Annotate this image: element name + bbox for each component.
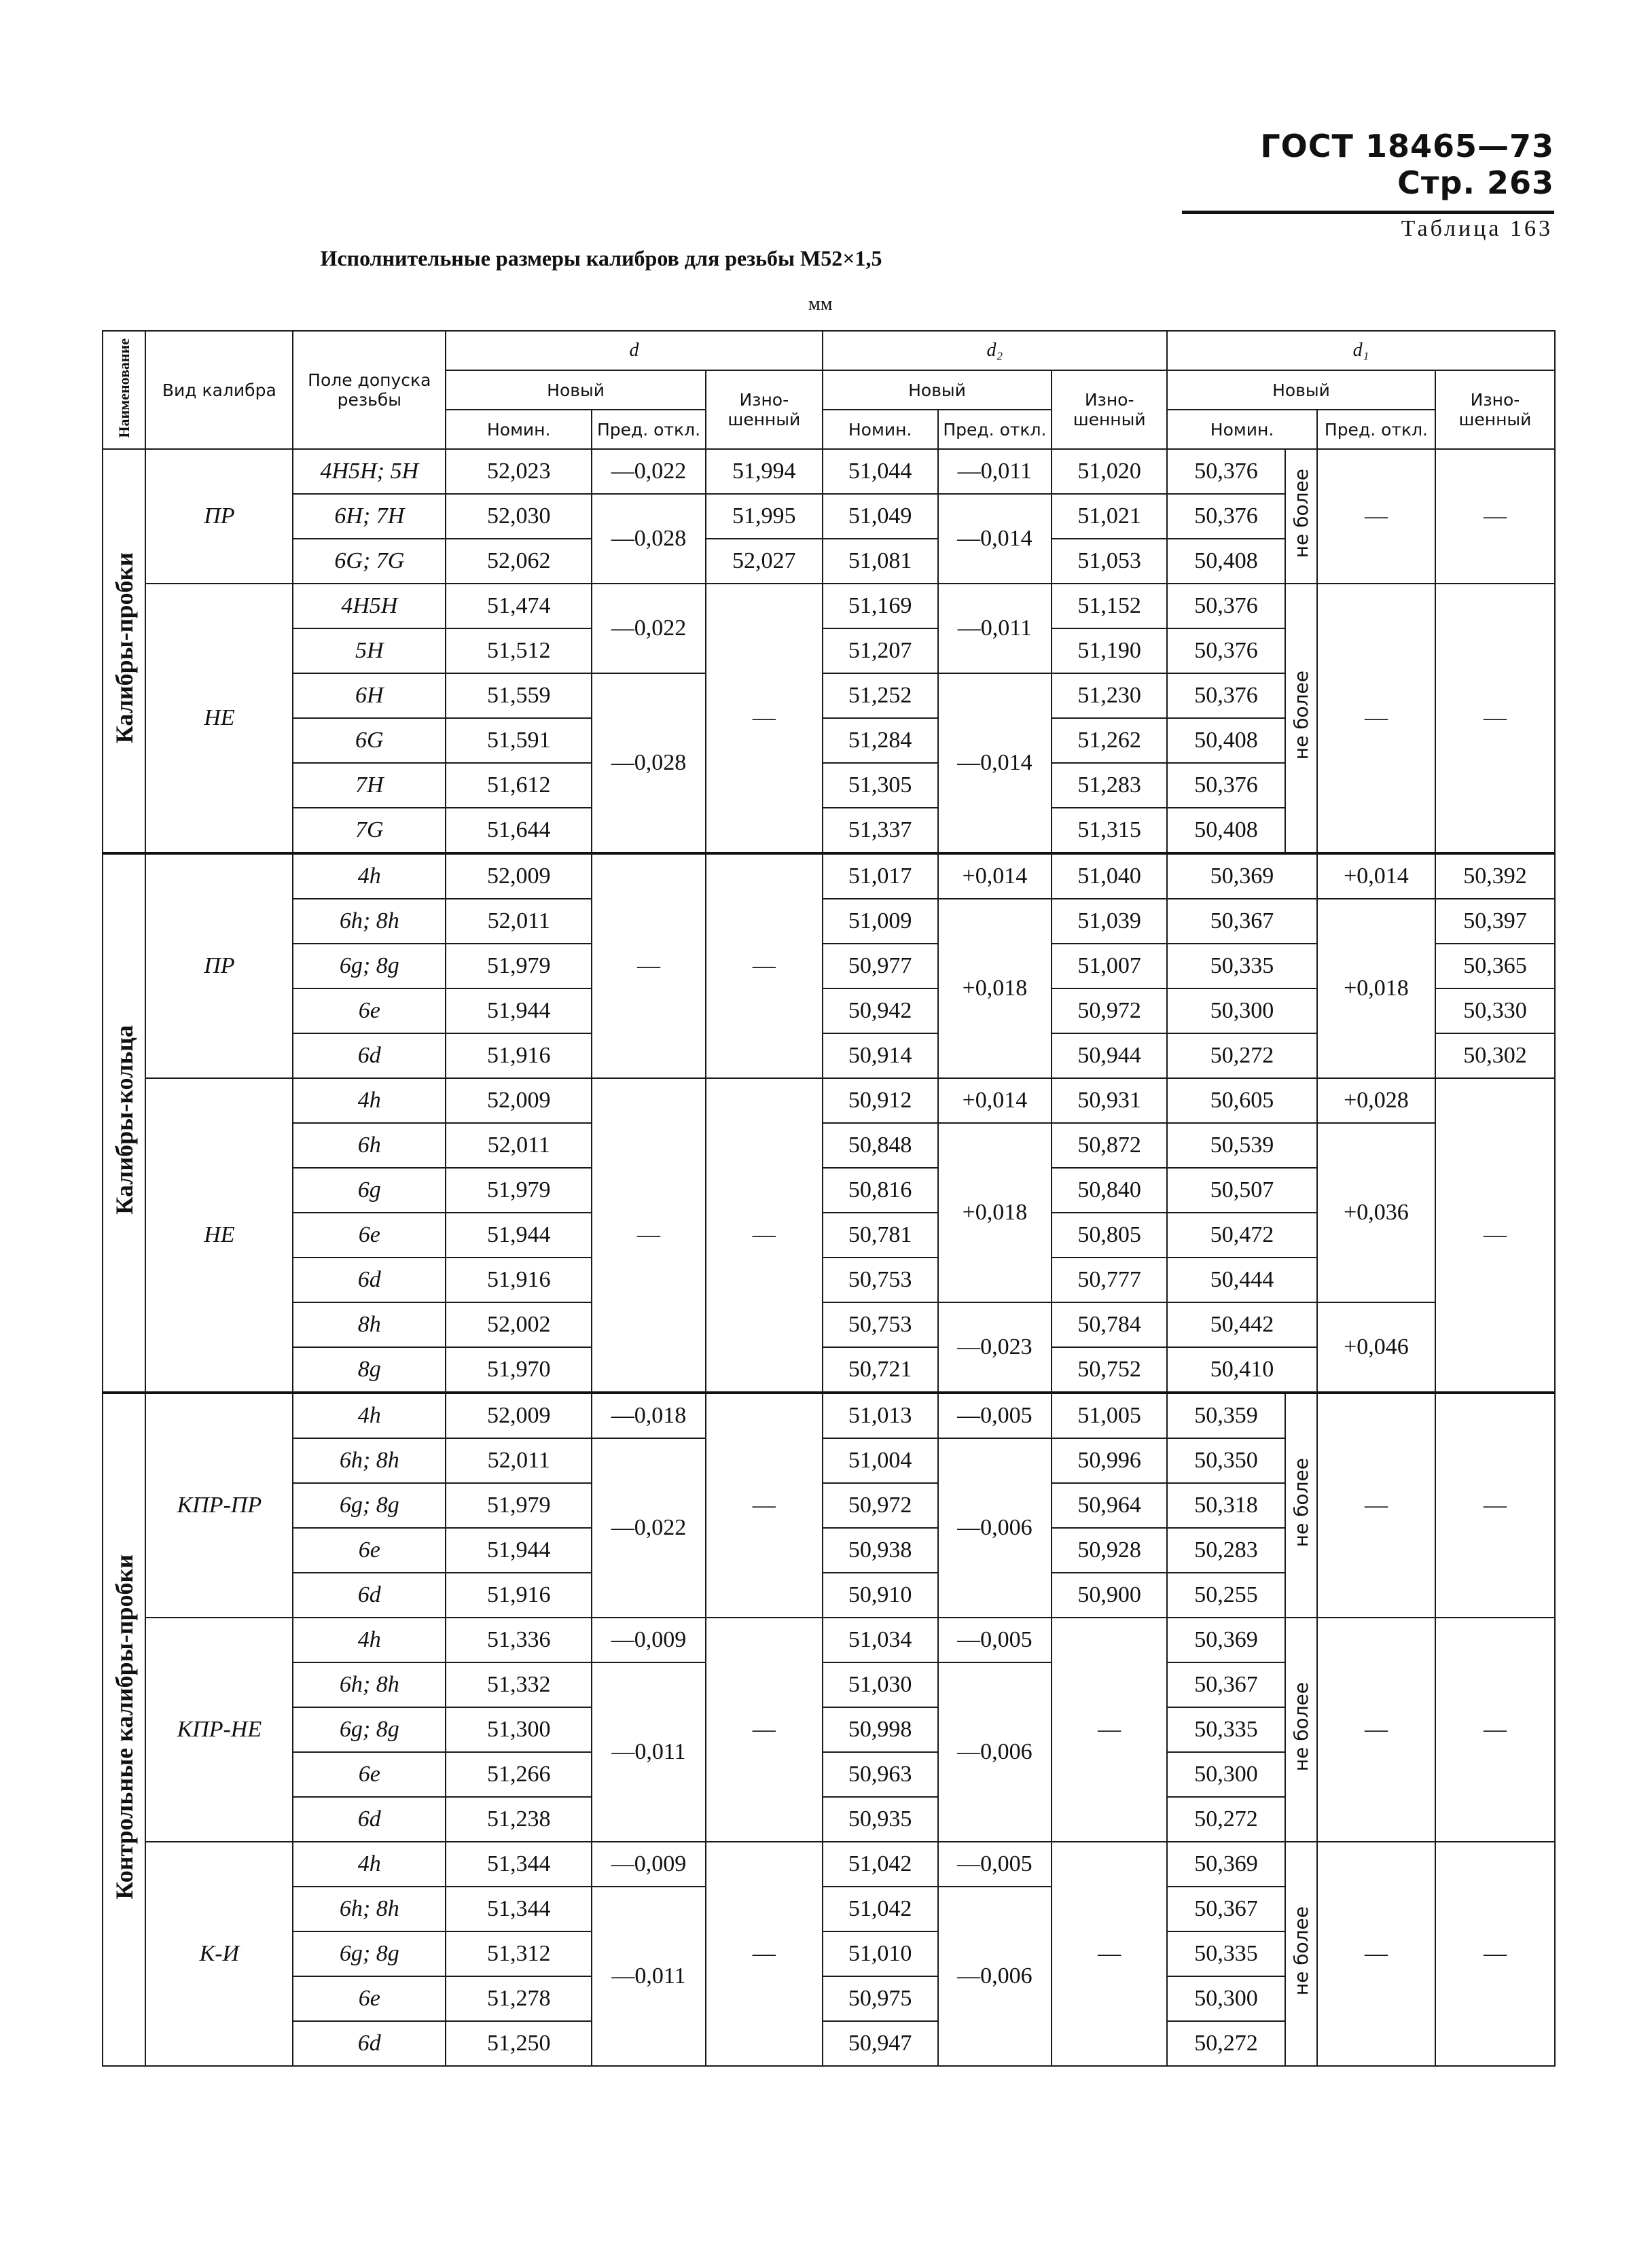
tolerance-cell: 4h [293, 1393, 446, 1438]
d-nom-cell: 52,011 [446, 1123, 592, 1168]
d1-nom-cell: 50,272 [1167, 1033, 1317, 1078]
d2-nom-cell: 51,049 [823, 494, 938, 539]
d1-dev-cell: — [1317, 1393, 1435, 1618]
tolerance-cell: 4H5H; 5H [293, 449, 446, 494]
d1-dev-cell: +0,028 [1317, 1078, 1435, 1123]
d2-worn-cell: 51,283 [1052, 763, 1167, 808]
gauge-kind: К-И [145, 1842, 293, 2066]
d2-nom-cell: 51,042 [823, 1842, 938, 1887]
d2-nom-cell: 50,721 [823, 1347, 938, 1393]
d2-worn-cell: 50,972 [1052, 988, 1167, 1033]
d1-nom-cell: 50,369 [1167, 1842, 1285, 1887]
d-nom-cell: 51,979 [446, 1168, 592, 1213]
d2-nom-cell: 50,753 [823, 1302, 938, 1347]
d-worn-cell: 51,995 [706, 494, 823, 539]
d-nom-cell: 51,944 [446, 1528, 592, 1573]
d-dev-cell: —0,018 [592, 1393, 706, 1438]
d2-worn-cell: 51,021 [1052, 494, 1167, 539]
d1-note: не более [1285, 584, 1317, 853]
d1-dev-cell: +0,046 [1317, 1302, 1435, 1393]
tolerance-cell: 4h [293, 1078, 446, 1123]
d2-worn-cell: 50,900 [1052, 1573, 1167, 1618]
d1-nom-cell: 50,335 [1167, 1707, 1285, 1752]
d-nom-cell: 51,344 [446, 1887, 592, 1931]
d1-nom-cell: 50,376 [1167, 628, 1285, 673]
tolerance-cell: 6e [293, 1213, 446, 1258]
d1-nom-cell: 50,376 [1167, 584, 1285, 628]
d-nom-cell: 52,062 [446, 539, 592, 584]
header-d1: d₁ [1167, 331, 1555, 370]
tolerance-cell: 7H [293, 763, 446, 808]
d2-nom-cell: 50,975 [823, 1976, 938, 2021]
d1-nom-cell: 50,300 [1167, 1976, 1285, 2021]
d1-dev-cell: — [1317, 449, 1435, 584]
tolerance-cell: 8g [293, 1347, 446, 1393]
tolerance-cell: 6d [293, 2021, 446, 2066]
d2-worn-cell: 50,840 [1052, 1168, 1167, 1213]
d2-dev-cell: +0,014 [938, 1078, 1052, 1123]
d-nom-cell: 51,944 [446, 1213, 592, 1258]
tolerance-cell: 8h [293, 1302, 446, 1347]
d1-nom-cell: 50,605 [1167, 1078, 1317, 1123]
header-d2-nom: Номин. [823, 410, 938, 449]
d2-worn-cell: 51,007 [1052, 944, 1167, 988]
group-label: Калибры-пробки [103, 449, 145, 853]
unit-label: мм [808, 293, 833, 315]
d-nom-cell: 51,979 [446, 944, 592, 988]
d2-dev-cell: —0,006 [938, 1887, 1052, 2066]
d2-nom-cell: 51,081 [823, 539, 938, 584]
d2-worn-cell: 51,262 [1052, 718, 1167, 763]
d2-worn-cell: 51,315 [1052, 808, 1167, 853]
d-nom-cell: 51,612 [446, 763, 592, 808]
header-d1-nom: Номин. [1167, 410, 1317, 449]
d-nom-cell: 51,644 [446, 808, 592, 853]
d2-nom-cell: 51,017 [823, 853, 938, 899]
d-dev-cell: —0,009 [592, 1842, 706, 1887]
d2-dev-cell: —0,023 [938, 1302, 1052, 1393]
tolerance-cell: 6g; 8g [293, 1707, 446, 1752]
d1-nom-cell: 50,272 [1167, 2021, 1285, 2066]
d1-nom-cell: 50,376 [1167, 494, 1285, 539]
d-dev-cell: —0,028 [592, 673, 706, 853]
d1-worn-cell: — [1435, 1078, 1555, 1393]
gauge-kind: ПР [145, 449, 293, 584]
d2-nom-cell: 51,042 [823, 1887, 938, 1931]
d2-nom-cell: 51,305 [823, 763, 938, 808]
d1-nom-cell: 50,472 [1167, 1213, 1317, 1258]
d1-worn-cell: — [1435, 1393, 1555, 1618]
d2-worn-cell: 50,784 [1052, 1302, 1167, 1347]
d-nom-cell: 52,023 [446, 449, 592, 494]
d-worn-cell: — [706, 584, 823, 853]
gauge-kind: ПР [145, 853, 293, 1078]
d2-dev-cell: —0,006 [938, 1438, 1052, 1618]
d1-worn-cell: — [1435, 584, 1555, 853]
d2-worn-cell: 50,872 [1052, 1123, 1167, 1168]
d2-nom-cell: 50,848 [823, 1123, 938, 1168]
d2-nom-cell: 50,998 [823, 1707, 938, 1752]
d1-nom-cell: 50,335 [1167, 944, 1317, 988]
header-d1-dev: Пред. откл. [1317, 410, 1435, 449]
tolerance-cell: 7G [293, 808, 446, 853]
header-tolerance: Поле допуска резьбы [293, 331, 446, 449]
d1-nom-cell: 50,369 [1167, 1618, 1285, 1662]
d-nom-cell: 51,300 [446, 1707, 592, 1752]
tolerance-cell: 5H [293, 628, 446, 673]
d2-worn-cell: 50,964 [1052, 1483, 1167, 1528]
gauge-kind: НЕ [145, 1078, 293, 1393]
d1-nom-cell: 50,367 [1167, 1662, 1285, 1707]
d1-dev-cell: +0,036 [1317, 1123, 1435, 1302]
d1-dev-cell: — [1317, 584, 1435, 853]
tolerance-cell: 6e [293, 988, 446, 1033]
header-d1-worn: Изно-шенный [1435, 370, 1555, 449]
d2-nom-cell: 51,169 [823, 584, 938, 628]
d2-dev-cell: —0,005 [938, 1842, 1052, 1887]
d-nom-cell: 51,944 [446, 988, 592, 1033]
tolerance-cell: 6h; 8h [293, 1438, 446, 1483]
d1-nom-cell: 50,444 [1167, 1258, 1317, 1302]
tolerance-cell: 6g [293, 1168, 446, 1213]
d1-note: не более [1285, 1393, 1317, 1618]
table-body [103, 449, 1555, 2066]
d-nom-cell: 52,011 [446, 1438, 592, 1483]
header-d-nom: Номин. [446, 410, 592, 449]
header-d-new: Новый [446, 370, 706, 410]
table-number: Таблица 163 [1401, 216, 1553, 241]
d2-dev-cell: —0,005 [938, 1393, 1052, 1438]
d2-nom-cell: 50,816 [823, 1168, 938, 1213]
d1-nom-cell: 50,376 [1167, 449, 1285, 494]
d-worn-cell: — [706, 1618, 823, 1842]
d2-dev-cell: —0,011 [938, 584, 1052, 673]
d2-worn-cell: 51,152 [1052, 584, 1167, 628]
d-nom-cell: 52,009 [446, 853, 592, 899]
gauge-kind: КПР-НЕ [145, 1618, 293, 1842]
d-nom-cell: 52,009 [446, 1078, 592, 1123]
d1-nom-cell: 50,442 [1167, 1302, 1317, 1347]
d-nom-cell: 51,559 [446, 673, 592, 718]
d2-nom-cell: 51,010 [823, 1931, 938, 1976]
d-dev-cell: —0,022 [592, 584, 706, 673]
d2-dev-cell: —0,014 [938, 494, 1052, 584]
d-dev-cell: — [592, 1078, 706, 1393]
d-dev-cell: —0,022 [592, 449, 706, 494]
d-nom-cell: 51,474 [446, 584, 592, 628]
tolerance-cell: 4h [293, 1618, 446, 1662]
d2-worn-cell: 51,190 [1052, 628, 1167, 673]
d-nom-cell: 51,332 [446, 1662, 592, 1707]
d-nom-cell: 51,916 [446, 1258, 592, 1302]
tolerance-cell: 6h; 8h [293, 1662, 446, 1707]
d2-nom-cell: 51,284 [823, 718, 938, 763]
d2-worn-cell: 51,040 [1052, 853, 1167, 899]
d1-dev-cell: — [1317, 1618, 1435, 1842]
d2-worn-cell: 50,928 [1052, 1528, 1167, 1573]
header-type: Вид калибра [145, 331, 293, 449]
d1-nom-cell: 50,376 [1167, 673, 1285, 718]
header-d-dev: Пред. откл. [592, 410, 706, 449]
d2-worn-cell: 50,944 [1052, 1033, 1167, 1078]
d1-nom-cell: 50,369 [1167, 853, 1317, 899]
d2-nom-cell: 50,942 [823, 988, 938, 1033]
d2-nom-cell: 50,910 [823, 1573, 938, 1618]
d-nom-cell: 51,591 [446, 718, 592, 763]
header-d2-worn: Изно-шенный [1052, 370, 1167, 449]
gauge-kind: КПР-ПР [145, 1393, 293, 1618]
tolerance-cell: 6H; 7H [293, 494, 446, 539]
tolerance-cell: 6d [293, 1573, 446, 1618]
d2-nom-cell: 50,935 [823, 1797, 938, 1842]
d2-nom-cell: 51,030 [823, 1662, 938, 1707]
d-nom-cell: 51,312 [446, 1931, 592, 1976]
d-nom-cell: 51,916 [446, 1573, 592, 1618]
tolerance-cell: 6e [293, 1528, 446, 1573]
header-d-worn: Изно-шенный [706, 370, 823, 449]
d1-worn-cell: — [1435, 1842, 1555, 2066]
d1-worn-cell: 50,365 [1435, 944, 1555, 988]
d2-nom-cell: 51,013 [823, 1393, 938, 1438]
tolerance-cell: 6d [293, 1797, 446, 1842]
d-dev-cell: —0,009 [592, 1618, 706, 1662]
d1-note: не более [1285, 449, 1317, 584]
d2-nom-cell: 50,963 [823, 1752, 938, 1797]
d1-dev-cell: +0,014 [1317, 853, 1435, 899]
d2-worn-cell: 50,805 [1052, 1213, 1167, 1258]
d-nom-cell: 51,238 [446, 1797, 592, 1842]
d1-nom-cell: 50,283 [1167, 1528, 1285, 1573]
d2-nom-cell: 50,977 [823, 944, 938, 988]
d1-nom-cell: 50,272 [1167, 1797, 1285, 1842]
d-worn-cell: — [706, 1078, 823, 1393]
d2-dev-cell: +0,018 [938, 1123, 1052, 1302]
d2-worn-cell: 50,752 [1052, 1347, 1167, 1393]
d-nom-cell: 51,250 [446, 2021, 592, 2066]
d-nom-cell: 51,336 [446, 1618, 592, 1662]
d2-worn-cell: 50,996 [1052, 1438, 1167, 1483]
d1-nom-cell: 50,408 [1167, 718, 1285, 763]
d1-nom-cell: 50,507 [1167, 1168, 1317, 1213]
d2-dev-cell: —0,005 [938, 1618, 1052, 1662]
d1-nom-cell: 50,318 [1167, 1483, 1285, 1528]
d1-dev-cell: — [1317, 1842, 1435, 2066]
d2-worn-cell: 51,005 [1052, 1393, 1167, 1438]
d2-worn-cell: 51,230 [1052, 673, 1167, 718]
d-nom-cell: 51,979 [446, 1483, 592, 1528]
d2-nom-cell: 51,034 [823, 1618, 938, 1662]
header-d: d [446, 331, 822, 370]
d1-nom-cell: 50,539 [1167, 1123, 1317, 1168]
d1-nom-cell: 50,367 [1167, 899, 1317, 944]
d1-worn-cell: — [1435, 1618, 1555, 1842]
d2-nom-cell: 51,044 [823, 449, 938, 494]
d-dev-cell: — [592, 853, 706, 1078]
d2-worn-cell: — [1052, 1842, 1167, 2066]
tolerance-cell: 6g; 8g [293, 1931, 446, 1976]
tolerance-cell: 4h [293, 853, 446, 899]
d-nom-cell: 52,011 [446, 899, 592, 944]
tolerance-cell: 6h; 8h [293, 1887, 446, 1931]
d1-nom-cell: 50,359 [1167, 1393, 1285, 1438]
d2-worn-cell: 50,777 [1052, 1258, 1167, 1302]
d2-nom-cell: 51,337 [823, 808, 938, 853]
gauge-table [102, 330, 1556, 2067]
d1-nom-cell: 50,335 [1167, 1931, 1285, 1976]
d-nom-cell: 51,344 [446, 1842, 592, 1887]
d1-worn-cell: 50,330 [1435, 988, 1555, 1033]
d-nom-cell: 51,512 [446, 628, 592, 673]
tolerance-cell: 6e [293, 1752, 446, 1797]
d1-worn-cell: 50,302 [1435, 1033, 1555, 1078]
tolerance-cell: 6d [293, 1258, 446, 1302]
d-worn-cell: — [706, 853, 823, 1078]
tolerance-cell: 6G [293, 718, 446, 763]
header-d1-new: Новый [1167, 370, 1435, 410]
gauge-kind: НЕ [145, 584, 293, 853]
d2-nom-cell: 50,912 [823, 1078, 938, 1123]
d-nom-cell: 52,002 [446, 1302, 592, 1347]
d-nom-cell: 51,266 [446, 1752, 592, 1797]
d1-worn-cell: 50,392 [1435, 853, 1555, 899]
d2-nom-cell: 51,004 [823, 1438, 938, 1483]
d-dev-cell: —0,028 [592, 494, 706, 584]
d2-dev-cell: —0,006 [938, 1662, 1052, 1842]
d2-dev-cell: —0,014 [938, 673, 1052, 853]
tolerance-cell: 6H [293, 673, 446, 718]
tolerance-cell: 6h; 8h [293, 899, 446, 944]
d2-nom-cell: 51,009 [823, 899, 938, 944]
d-worn-cell: 51,994 [706, 449, 823, 494]
table-title: Исполнительные размеры калибров для резьбы М52×1,5 [320, 246, 882, 270]
d-dev-cell: —0,022 [592, 1438, 706, 1618]
table-header [103, 331, 1555, 449]
d1-nom-cell: 50,408 [1167, 539, 1285, 584]
d-dev-cell: —0,011 [592, 1662, 706, 1842]
d1-note: не более [1285, 1842, 1317, 2066]
d2-nom-cell: 50,947 [823, 2021, 938, 2066]
d1-nom-cell: 50,300 [1167, 1752, 1285, 1797]
tolerance-cell: 6e [293, 1976, 446, 2021]
d1-note: не более [1285, 1618, 1317, 1842]
d2-nom-cell: 51,207 [823, 628, 938, 673]
page-header: ГОСТ 18465—73 Стр. 263 [1182, 128, 1554, 214]
d1-dev-cell: +0,018 [1317, 899, 1435, 1078]
d2-nom-cell: 50,972 [823, 1483, 938, 1528]
d2-dev-cell: +0,014 [938, 853, 1052, 899]
group-label: Калибры-кольца [103, 853, 145, 1393]
tolerance-cell: 4h [293, 1842, 446, 1887]
d1-worn-cell: 50,397 [1435, 899, 1555, 944]
d1-nom-cell: 50,376 [1167, 763, 1285, 808]
header-d2-new: Новый [823, 370, 1052, 410]
d1-nom-cell: 50,255 [1167, 1573, 1285, 1618]
d2-nom-cell: 50,753 [823, 1258, 938, 1302]
group-label: Контрольные калибры-пробки [103, 1393, 145, 2066]
d-nom-cell: 51,278 [446, 1976, 592, 2021]
d2-nom-cell: 50,781 [823, 1213, 938, 1258]
d-nom-cell: 52,009 [446, 1393, 592, 1438]
d-dev-cell: —0,011 [592, 1887, 706, 2066]
d-nom-cell: 52,030 [446, 494, 592, 539]
d2-dev-cell: +0,018 [938, 899, 1052, 1078]
d2-worn-cell: 51,053 [1052, 539, 1167, 584]
d1-nom-cell: 50,410 [1167, 1347, 1317, 1393]
tolerance-cell: 6g; 8g [293, 1483, 446, 1528]
d2-nom-cell: 51,252 [823, 673, 938, 718]
d1-nom-cell: 50,408 [1167, 808, 1285, 853]
tolerance-cell: 6h [293, 1123, 446, 1168]
d2-worn-cell: 51,020 [1052, 449, 1167, 494]
tolerance-cell: 4H5H [293, 584, 446, 628]
d2-worn-cell: — [1052, 1618, 1167, 1842]
header-d2: d₂ [823, 331, 1167, 370]
d2-nom-cell: 50,914 [823, 1033, 938, 1078]
tolerance-cell: 6G; 7G [293, 539, 446, 584]
tolerance-cell: 6d [293, 1033, 446, 1078]
d-nom-cell: 51,970 [446, 1347, 592, 1393]
d1-nom-cell: 50,367 [1167, 1887, 1285, 1931]
d-worn-cell: — [706, 1393, 823, 1618]
d-worn-cell: — [706, 1842, 823, 2066]
tolerance-cell: 6g; 8g [293, 944, 446, 988]
d1-nom-cell: 50,300 [1167, 988, 1317, 1033]
d2-worn-cell: 50,931 [1052, 1078, 1167, 1123]
d-worn-cell: 52,027 [706, 539, 823, 584]
header-d2-dev: Пред. откл. [938, 410, 1052, 449]
d1-nom-cell: 50,350 [1167, 1438, 1285, 1483]
header-name: Наименование [103, 331, 145, 449]
d-nom-cell: 51,916 [446, 1033, 592, 1078]
d1-worn-cell: — [1435, 449, 1555, 584]
d2-dev-cell: —0,011 [938, 449, 1052, 494]
d2-nom-cell: 50,938 [823, 1528, 938, 1573]
d2-worn-cell: 51,039 [1052, 899, 1167, 944]
